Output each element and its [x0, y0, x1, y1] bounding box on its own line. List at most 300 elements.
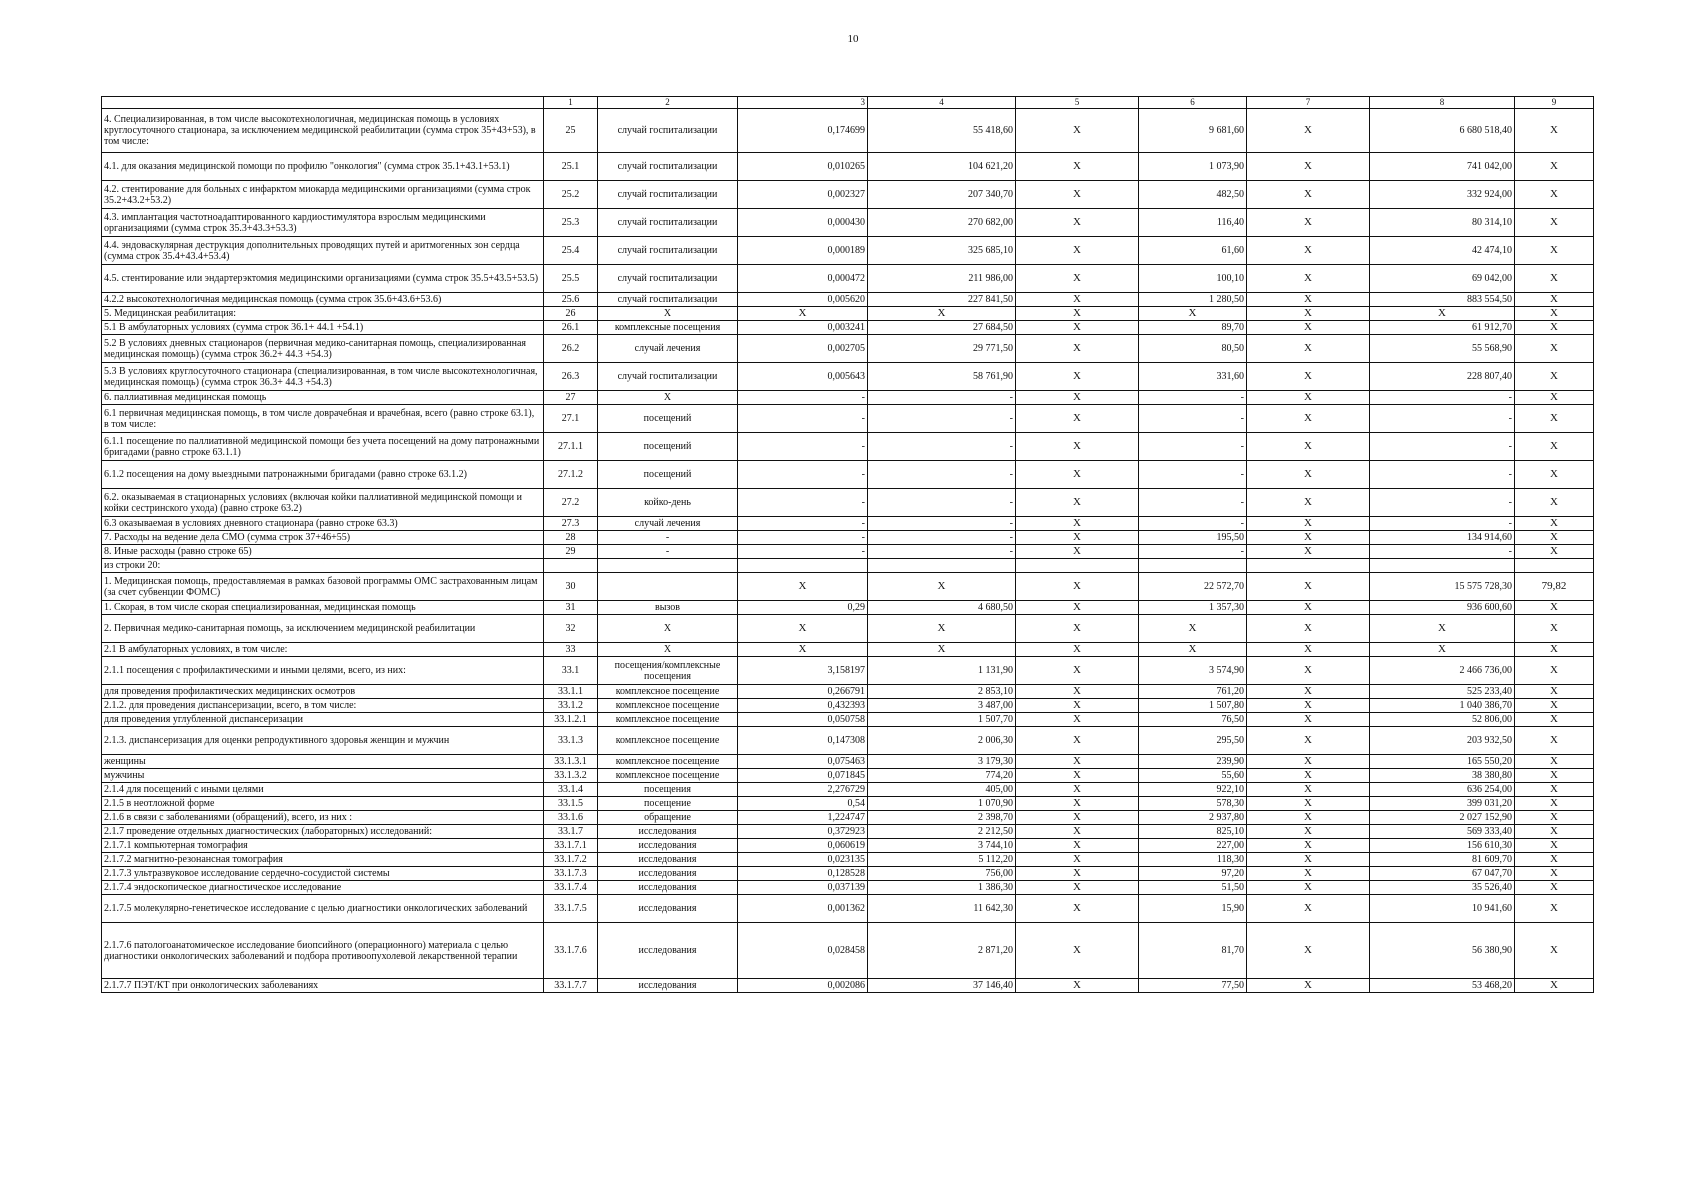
- row-col9-cell: X: [1515, 321, 1594, 335]
- row-col6-cell: 3 574,90: [1139, 657, 1247, 685]
- row-col3-cell: 0,000430: [738, 209, 868, 237]
- row-col7-cell: X: [1247, 923, 1370, 979]
- row-col6-cell: 97,20: [1139, 867, 1247, 881]
- row-unit-cell: X: [598, 615, 738, 643]
- table-row: [102, 545, 1594, 559]
- row-col5-cell: X: [1016, 685, 1139, 699]
- row-col3-cell: -: [738, 545, 868, 559]
- row-col5-cell: X: [1016, 181, 1139, 209]
- row-col8-cell: [1370, 559, 1515, 573]
- row-col3-cell: -: [738, 531, 868, 545]
- row-name-cell: 1. Медицинская помощь, предоставляемая в рамках базовой программы ОМС застрахованным лицам (за счет субвенции ФОМС): [102, 573, 544, 601]
- row-col9-cell: X: [1515, 657, 1594, 685]
- row-col9-cell: X: [1515, 895, 1594, 923]
- table-row: [102, 811, 1594, 825]
- row-col4-cell: [868, 559, 1016, 573]
- row-unit-cell: случай лечения: [598, 517, 738, 531]
- row-col7-cell: X: [1247, 979, 1370, 993]
- row-col6-cell: 9 681,60: [1139, 109, 1247, 153]
- page-number: 10: [847, 33, 859, 45]
- row-col5-cell: X: [1016, 783, 1139, 797]
- row-name-cell: 4.5. стентирование или эндартерэктомия медицинскими организациями (сумма строк 35.5+43.5+53.5): [102, 265, 544, 293]
- row-col9-cell: X: [1515, 181, 1594, 209]
- row-unit-cell: случай госпитализации: [598, 181, 738, 209]
- table-row: [102, 979, 1594, 993]
- header-cell-1: 1: [544, 97, 598, 109]
- row-col5-cell: X: [1016, 573, 1139, 601]
- row-col3-cell: 0,003241: [738, 321, 868, 335]
- table-row: [102, 559, 1594, 573]
- row-col7-cell: X: [1247, 825, 1370, 839]
- row-col9-cell: X: [1515, 335, 1594, 363]
- row-col3-cell: 0,002327: [738, 181, 868, 209]
- row-col9-cell: 79,82: [1515, 573, 1594, 601]
- row-col4-cell: -: [868, 517, 1016, 531]
- row-col9-cell: X: [1515, 489, 1594, 517]
- table-row: [102, 895, 1594, 923]
- row-unit-cell: посещений: [598, 405, 738, 433]
- row-col5-cell: X: [1016, 363, 1139, 391]
- row-col5-cell: X: [1016, 265, 1139, 293]
- row-code-cell: 25.6: [544, 293, 598, 307]
- row-col6-cell: X: [1139, 307, 1247, 321]
- header-cell-9: 9: [1515, 97, 1594, 109]
- row-name-cell: 2.1.4 для посещений с иными целями: [102, 783, 544, 797]
- row-code-cell: 26.2: [544, 335, 598, 363]
- row-col9-cell: X: [1515, 979, 1594, 993]
- row-col7-cell: X: [1247, 853, 1370, 867]
- row-name-cell: 6.3 оказываемая в условиях дневного стационара (равно строке 63.3): [102, 517, 544, 531]
- row-col5-cell: X: [1016, 755, 1139, 769]
- table-row: [102, 797, 1594, 811]
- row-code-cell: 33.1.1: [544, 685, 598, 699]
- row-col3-cell: X: [738, 307, 868, 321]
- row-name-cell: 6.1.1 посещение по паллиативной медицинской помощи без учета посещений на дому патронажными бригадами (равно строке 63.1.1): [102, 433, 544, 461]
- row-col5-cell: X: [1016, 489, 1139, 517]
- row-col5-cell: [1016, 559, 1139, 573]
- table-row: [102, 181, 1594, 209]
- row-col3-cell: 0,266791: [738, 685, 868, 699]
- row-name-cell: 2.1.7.7 ПЭТ/КТ при онкологических заболеваниях: [102, 979, 544, 993]
- row-col3-cell: [738, 559, 868, 573]
- table-row: [102, 657, 1594, 685]
- row-col8-cell: 936 600,60: [1370, 601, 1515, 615]
- row-col6-cell: X: [1139, 615, 1247, 643]
- row-col7-cell: X: [1247, 895, 1370, 923]
- row-code-cell: 26: [544, 307, 598, 321]
- row-col7-cell: X: [1247, 643, 1370, 657]
- table-row: [102, 517, 1594, 531]
- row-unit-cell: посещений: [598, 433, 738, 461]
- row-col3-cell: X: [738, 643, 868, 657]
- row-unit-cell: исследования: [598, 825, 738, 839]
- row-unit-cell: исследования: [598, 979, 738, 993]
- row-unit-cell: койко-день: [598, 489, 738, 517]
- row-col8-cell: 42 474,10: [1370, 237, 1515, 265]
- row-col4-cell: 11 642,30: [868, 895, 1016, 923]
- row-col3-cell: X: [738, 573, 868, 601]
- row-col8-cell: -: [1370, 545, 1515, 559]
- header-cell-2: 2: [598, 97, 738, 109]
- row-unit-cell: посещение: [598, 797, 738, 811]
- row-col7-cell: X: [1247, 797, 1370, 811]
- row-col8-cell: X: [1370, 643, 1515, 657]
- row-col9-cell: X: [1515, 601, 1594, 615]
- row-col4-cell: X: [868, 307, 1016, 321]
- row-name-cell: для проведения углубленной диспансеризации: [102, 713, 544, 727]
- row-col8-cell: X: [1370, 307, 1515, 321]
- row-col7-cell: X: [1247, 335, 1370, 363]
- row-col3-cell: 0,128528: [738, 867, 868, 881]
- row-col6-cell: 482,50: [1139, 181, 1247, 209]
- row-col5-cell: X: [1016, 811, 1139, 825]
- row-code-cell: 26.3: [544, 363, 598, 391]
- row-col3-cell: 3,158197: [738, 657, 868, 685]
- row-col4-cell: -: [868, 461, 1016, 489]
- row-col6-cell: 89,70: [1139, 321, 1247, 335]
- table-row: [102, 335, 1594, 363]
- row-name-cell: 2.1.2. для проведения диспансеризации, всего, в том числе:: [102, 699, 544, 713]
- row-col7-cell: X: [1247, 265, 1370, 293]
- row-code-cell: 27: [544, 391, 598, 405]
- row-col7-cell: X: [1247, 615, 1370, 643]
- row-col4-cell: 37 146,40: [868, 979, 1016, 993]
- row-col8-cell: -: [1370, 517, 1515, 531]
- table-row: [102, 461, 1594, 489]
- row-code-cell: 27.1: [544, 405, 598, 433]
- row-code-cell: 25.2: [544, 181, 598, 209]
- row-name-cell: 4.2.2 высокотехнологичная медицинская помощь (сумма строк 35.6+43.6+53.6): [102, 293, 544, 307]
- row-name-cell: 2.1 В амбулаторных условиях, в том числе:: [102, 643, 544, 657]
- table-row: [102, 531, 1594, 545]
- row-col5-cell: X: [1016, 293, 1139, 307]
- row-col7-cell: X: [1247, 209, 1370, 237]
- row-col5-cell: X: [1016, 321, 1139, 335]
- row-col7-cell: X: [1247, 839, 1370, 853]
- row-col8-cell: 165 550,20: [1370, 755, 1515, 769]
- row-code-cell: 27.1.1: [544, 433, 598, 461]
- row-col4-cell: 227 841,50: [868, 293, 1016, 307]
- row-col4-cell: X: [868, 573, 1016, 601]
- row-col3-cell: 0,028458: [738, 923, 868, 979]
- row-col3-cell: 0,000472: [738, 265, 868, 293]
- row-unit-cell: случай госпитализации: [598, 237, 738, 265]
- row-col4-cell: 2 212,50: [868, 825, 1016, 839]
- row-unit-cell: комплексное посещение: [598, 755, 738, 769]
- row-col4-cell: 2 871,20: [868, 923, 1016, 979]
- header-cell-blank: [102, 97, 544, 109]
- row-col5-cell: X: [1016, 461, 1139, 489]
- row-code-cell: 33.1.7: [544, 825, 598, 839]
- row-col8-cell: 35 526,40: [1370, 881, 1515, 895]
- row-col8-cell: 156 610,30: [1370, 839, 1515, 853]
- row-col8-cell: -: [1370, 489, 1515, 517]
- row-col5-cell: X: [1016, 895, 1139, 923]
- row-col7-cell: X: [1247, 867, 1370, 881]
- row-col3-cell: 0,023135: [738, 853, 868, 867]
- row-col8-cell: 53 468,20: [1370, 979, 1515, 993]
- row-col5-cell: X: [1016, 713, 1139, 727]
- row-col4-cell: 756,00: [868, 867, 1016, 881]
- table-row: [102, 153, 1594, 181]
- row-col4-cell: 1 131,90: [868, 657, 1016, 685]
- table-row: [102, 363, 1594, 391]
- row-col7-cell: X: [1247, 433, 1370, 461]
- row-col4-cell: -: [868, 405, 1016, 433]
- row-col9-cell: X: [1515, 517, 1594, 531]
- row-name-cell: 5.2 В условиях дневных стационаров (первичная медико-санитарная помощь, специализированная медицинская помощь) (сумма строк 36.2+ 44.3 +54.3): [102, 335, 544, 363]
- row-col5-cell: X: [1016, 643, 1139, 657]
- table-row: [102, 209, 1594, 237]
- row-code-cell: 33.1: [544, 657, 598, 685]
- row-code-cell: 33.1.7.3: [544, 867, 598, 881]
- row-col5-cell: X: [1016, 797, 1139, 811]
- row-unit-cell: обращение: [598, 811, 738, 825]
- row-col8-cell: 2 027 152,90: [1370, 811, 1515, 825]
- row-col7-cell: X: [1247, 531, 1370, 545]
- table-row: [102, 643, 1594, 657]
- row-col7-cell: X: [1247, 237, 1370, 265]
- row-col3-cell: 0,147308: [738, 727, 868, 755]
- row-col6-cell: [1139, 559, 1247, 573]
- row-unit-cell: исследования: [598, 881, 738, 895]
- row-name-cell: 2.1.7 проведение отдельных диагностических (лабораторных) исследований:: [102, 825, 544, 839]
- row-col5-cell: X: [1016, 433, 1139, 461]
- row-col4-cell: 774,20: [868, 769, 1016, 783]
- row-col9-cell: X: [1515, 839, 1594, 853]
- row-col8-cell: 203 932,50: [1370, 727, 1515, 755]
- row-col5-cell: X: [1016, 923, 1139, 979]
- row-name-cell: 2. Первичная медико-санитарная помощь, за исключением медицинской реабилитации: [102, 615, 544, 643]
- row-col3-cell: 0,075463: [738, 755, 868, 769]
- row-col3-cell: 0,54: [738, 797, 868, 811]
- row-col6-cell: 2 937,80: [1139, 811, 1247, 825]
- row-col9-cell: X: [1515, 405, 1594, 433]
- row-col9-cell: X: [1515, 307, 1594, 321]
- row-col5-cell: X: [1016, 391, 1139, 405]
- row-unit-cell: -: [598, 531, 738, 545]
- row-col6-cell: 227,00: [1139, 839, 1247, 853]
- row-col4-cell: 27 684,50: [868, 321, 1016, 335]
- row-col4-cell: X: [868, 615, 1016, 643]
- row-col6-cell: 15,90: [1139, 895, 1247, 923]
- row-col7-cell: X: [1247, 293, 1370, 307]
- row-col4-cell: 55 418,60: [868, 109, 1016, 153]
- row-col9-cell: X: [1515, 545, 1594, 559]
- row-col6-cell: 118,30: [1139, 853, 1247, 867]
- row-code-cell: 28: [544, 531, 598, 545]
- row-code-cell: 32: [544, 615, 598, 643]
- row-col5-cell: X: [1016, 867, 1139, 881]
- row-col8-cell: 56 380,90: [1370, 923, 1515, 979]
- row-col3-cell: -: [738, 433, 868, 461]
- row-col3-cell: 0,037139: [738, 881, 868, 895]
- row-col6-cell: X: [1139, 643, 1247, 657]
- row-col7-cell: X: [1247, 461, 1370, 489]
- row-col6-cell: 22 572,70: [1139, 573, 1247, 601]
- table-row: [102, 881, 1594, 895]
- row-name-cell: 6.2. оказываемая в стационарных условиях (включая койки паллиативной медицинской помощи и койки сестринского ухода) (равно строке 63.2): [102, 489, 544, 517]
- row-name-cell: 2.1.5 в неотложной форме: [102, 797, 544, 811]
- row-code-cell: 26.1: [544, 321, 598, 335]
- row-col3-cell: 0,060619: [738, 839, 868, 853]
- row-col9-cell: X: [1515, 433, 1594, 461]
- row-col7-cell: X: [1247, 727, 1370, 755]
- row-col6-cell: 331,60: [1139, 363, 1247, 391]
- row-col7-cell: X: [1247, 405, 1370, 433]
- row-col5-cell: X: [1016, 601, 1139, 615]
- row-col5-cell: X: [1016, 881, 1139, 895]
- row-col5-cell: X: [1016, 153, 1139, 181]
- row-col6-cell: 825,10: [1139, 825, 1247, 839]
- row-col8-cell: -: [1370, 391, 1515, 405]
- row-col3-cell: 0,002086: [738, 979, 868, 993]
- row-col3-cell: -: [738, 489, 868, 517]
- row-col7-cell: X: [1247, 881, 1370, 895]
- row-unit-cell: -: [598, 545, 738, 559]
- row-col3-cell: 0,010265: [738, 153, 868, 181]
- row-col5-cell: X: [1016, 839, 1139, 853]
- row-name-cell: 4.4. эндоваскулярная деструкция дополнительных проводящих путей и аритмогенных зон сердца (сумма строк 35.4+43.4+53.4): [102, 237, 544, 265]
- row-code-cell: 25.1: [544, 153, 598, 181]
- row-col6-cell: 61,60: [1139, 237, 1247, 265]
- row-code-cell: 33.1.7.6: [544, 923, 598, 979]
- row-col3-cell: -: [738, 405, 868, 433]
- row-col7-cell: X: [1247, 699, 1370, 713]
- row-col6-cell: 1 507,80: [1139, 699, 1247, 713]
- row-col5-cell: X: [1016, 237, 1139, 265]
- row-col4-cell: 3 487,00: [868, 699, 1016, 713]
- row-code-cell: 30: [544, 573, 598, 601]
- row-col4-cell: -: [868, 545, 1016, 559]
- row-col7-cell: X: [1247, 391, 1370, 405]
- row-col6-cell: 295,50: [1139, 727, 1247, 755]
- row-col6-cell: 195,50: [1139, 531, 1247, 545]
- row-col4-cell: 1 070,90: [868, 797, 1016, 811]
- row-col5-cell: X: [1016, 853, 1139, 867]
- row-code-cell: 33.1.3: [544, 727, 598, 755]
- row-unit-cell: исследования: [598, 853, 738, 867]
- row-col5-cell: X: [1016, 335, 1139, 363]
- row-unit-cell: посещений: [598, 461, 738, 489]
- row-col8-cell: 741 042,00: [1370, 153, 1515, 181]
- row-col8-cell: 10 941,60: [1370, 895, 1515, 923]
- row-col6-cell: -: [1139, 461, 1247, 489]
- row-col7-cell: X: [1247, 307, 1370, 321]
- row-code-cell: 33.1.5: [544, 797, 598, 811]
- data-table: [101, 96, 1594, 993]
- row-name-cell: 2.1.3. диспансеризация для оценки репродуктивного здоровья женщин и мужчин: [102, 727, 544, 755]
- row-col7-cell: X: [1247, 769, 1370, 783]
- row-code-cell: 25: [544, 109, 598, 153]
- row-col5-cell: X: [1016, 307, 1139, 321]
- row-col8-cell: 332 924,00: [1370, 181, 1515, 209]
- row-col4-cell: 1 507,70: [868, 713, 1016, 727]
- row-name-cell: из строки 20:: [102, 559, 544, 573]
- row-name-cell: женщины: [102, 755, 544, 769]
- row-col9-cell: X: [1515, 531, 1594, 545]
- row-name-cell: 4. Специализированная, в том числе высокотехнологичная, медицинская помощь в условиях круглосуточного стационара, за исключением медицинской реабилитации (сумма строк 35+43+53), в том числе:: [102, 109, 544, 153]
- table-row: [102, 699, 1594, 713]
- row-col4-cell: 58 761,90: [868, 363, 1016, 391]
- row-unit-cell: комплексное посещение: [598, 699, 738, 713]
- row-col3-cell: 0,071845: [738, 769, 868, 783]
- row-name-cell: 2.1.7.6 патологоанатомическое исследование биопсийного (операционного) материала с целью диагностики онкологических заболеваний и подбора противоопухолевой лекарственной терапии: [102, 923, 544, 979]
- row-name-cell: 6. паллиативная медицинская помощь: [102, 391, 544, 405]
- row-col9-cell: X: [1515, 713, 1594, 727]
- row-col8-cell: 67 047,70: [1370, 867, 1515, 881]
- row-col8-cell: 636 254,00: [1370, 783, 1515, 797]
- row-col3-cell: 0,432393: [738, 699, 868, 713]
- row-unit-cell: случай госпитализации: [598, 265, 738, 293]
- row-col9-cell: X: [1515, 825, 1594, 839]
- row-col5-cell: X: [1016, 405, 1139, 433]
- row-col5-cell: X: [1016, 615, 1139, 643]
- row-col9-cell: X: [1515, 755, 1594, 769]
- row-col8-cell: 15 575 728,30: [1370, 573, 1515, 601]
- row-col8-cell: -: [1370, 461, 1515, 489]
- row-col7-cell: X: [1247, 517, 1370, 531]
- row-name-cell: 2.1.7.3 ультразвуковое исследование сердечно-сосудистой системы: [102, 867, 544, 881]
- row-col7-cell: X: [1247, 755, 1370, 769]
- row-col8-cell: -: [1370, 405, 1515, 433]
- row-col6-cell: -: [1139, 545, 1247, 559]
- row-col4-cell: 1 386,30: [868, 881, 1016, 895]
- row-code-cell: 29: [544, 545, 598, 559]
- row-code-cell: 33.1.2.1: [544, 713, 598, 727]
- row-col6-cell: 81,70: [1139, 923, 1247, 979]
- row-code-cell: 33.1.7.7: [544, 979, 598, 993]
- row-col3-cell: 1,224747: [738, 811, 868, 825]
- row-col8-cell: 61 912,70: [1370, 321, 1515, 335]
- row-col9-cell: X: [1515, 881, 1594, 895]
- row-code-cell: 25.3: [544, 209, 598, 237]
- row-col8-cell: 55 568,90: [1370, 335, 1515, 363]
- row-col8-cell: 569 333,40: [1370, 825, 1515, 839]
- row-col7-cell: X: [1247, 601, 1370, 615]
- table-row: [102, 923, 1594, 979]
- row-col7-cell: X: [1247, 321, 1370, 335]
- table-row: [102, 109, 1594, 153]
- row-col4-cell: -: [868, 489, 1016, 517]
- header-cell-5: 5: [1016, 97, 1139, 109]
- row-col5-cell: X: [1016, 531, 1139, 545]
- row-unit-cell: вызов: [598, 601, 738, 615]
- row-name-cell: 2.1.7.1 компьютерная томография: [102, 839, 544, 853]
- row-col9-cell: X: [1515, 461, 1594, 489]
- row-col8-cell: 399 031,20: [1370, 797, 1515, 811]
- row-col3-cell: 2,276729: [738, 783, 868, 797]
- row-col8-cell: 134 914,60: [1370, 531, 1515, 545]
- row-unit-cell: [598, 573, 738, 601]
- row-unit-cell: комплексное посещение: [598, 727, 738, 755]
- row-col6-cell: 77,50: [1139, 979, 1247, 993]
- row-unit-cell: случай лечения: [598, 335, 738, 363]
- row-col3-cell: -: [738, 391, 868, 405]
- row-col3-cell: 0,050758: [738, 713, 868, 727]
- row-unit-cell: случай госпитализации: [598, 293, 738, 307]
- header-cell-3: 3: [738, 97, 868, 109]
- row-col6-cell: -: [1139, 433, 1247, 461]
- row-col6-cell: 55,60: [1139, 769, 1247, 783]
- table-body: [102, 97, 1594, 993]
- row-col6-cell: 239,90: [1139, 755, 1247, 769]
- row-col5-cell: X: [1016, 699, 1139, 713]
- row-name-cell: 2.1.7.5 молекулярно-генетическое исследование с целью диагностики онкологических заболеваний: [102, 895, 544, 923]
- table-row: [102, 685, 1594, 699]
- row-code-cell: 33.1.7.5: [544, 895, 598, 923]
- row-code-cell: 33.1.7.1: [544, 839, 598, 853]
